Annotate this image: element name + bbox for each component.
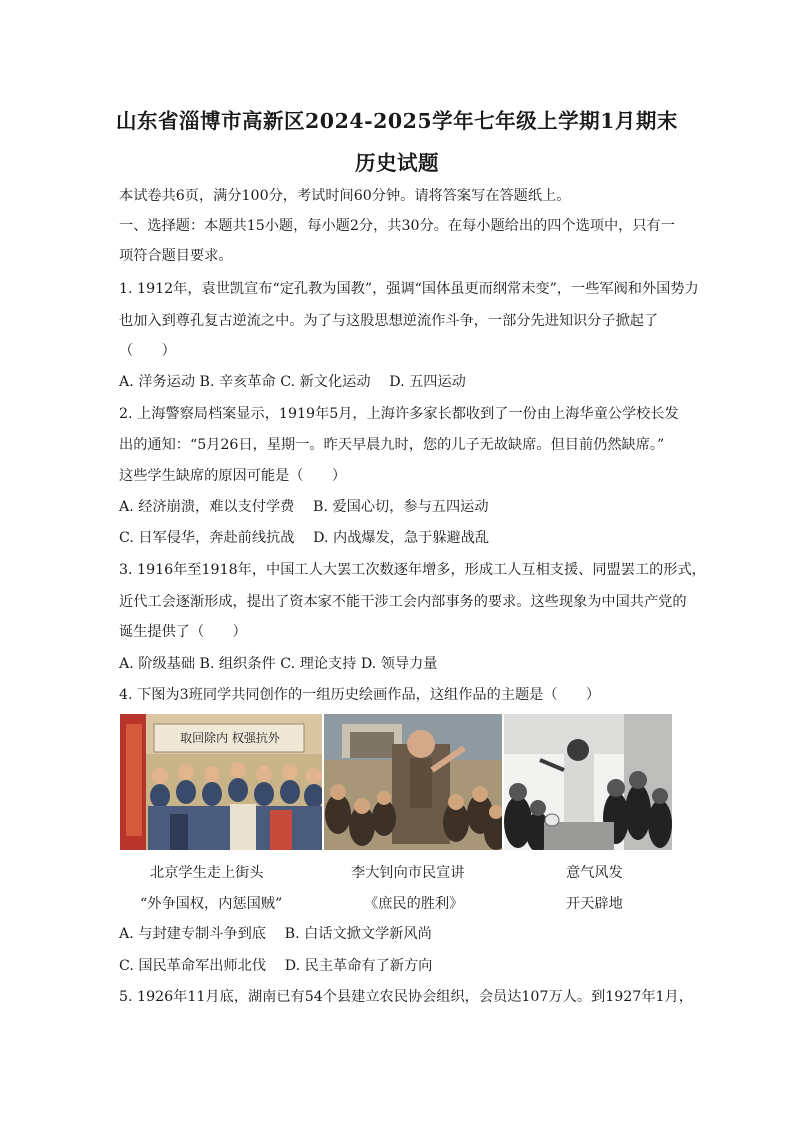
section-heading-line1: 一、选择题：本题共15小题，每小题2分，共30分。在每小题给出的四个选项中，只有一 [119, 218, 675, 234]
q4-stem: 4. 下图为3班同学共同创作的一组历史绘画作品，这组作品的主题是（ ） [119, 687, 601, 703]
q2-options-ab: A. 经济崩溃，难以支付学费 B. 爱国心切，参与五四运动 [119, 499, 489, 515]
exam-title-line1: 山东省淄博市高新区2024-2025学年七年级上学期1月期末 [116, 109, 678, 133]
q4-options-cd: C. 国民革命军出师北伐 D. 民主革命有了新方向 [119, 958, 433, 974]
caption-1-line1: 北京学生走上街头 [150, 865, 264, 881]
q5-stem-line1: 5. 1926年11月底，湖南已有54个县建立农民协会组织，会员达107万人。到1927年1月， [119, 989, 693, 1005]
painting-banner-text: 取回除内 权强抗外 [180, 731, 280, 745]
q3-stem-line2: 近代工会逐渐形成，提出了资本家不能干涉工会内部事务的要求。这些现象为中国共产党的 [119, 594, 687, 610]
painting-student-protest [120, 714, 322, 850]
caption-2-line1: 李大钊向市民宣讲 [351, 865, 465, 881]
painting-li-dazhao-speech [324, 714, 502, 850]
painting-founding-meeting [504, 714, 672, 850]
q1-stem-line2: 也加入到尊孔复古逆流之中。为了与这股思想逆流作斗争，一部分先进知识分子掀起了 [119, 313, 659, 329]
q4-paintings [120, 714, 672, 850]
q2-stem-line2: 出的通知：“5月26日，星期一。昨天早晨九时，您的儿子无故缺席。但目前仍然缺席。” [119, 437, 665, 453]
caption-3-line2: 开天辟地 [566, 896, 623, 912]
q1-options: A. 洋务运动 B. 辛亥革命 C. 新文化运动 D. 五四运动 [119, 374, 466, 390]
q1-stem-line3: （ ） [119, 343, 176, 359]
exam-title-line2: 历史试题 [355, 151, 439, 175]
exam-instructions: 本试卷共6页，满分100分，考试时间60分钟。请将答案写在答题纸上。 [119, 188, 571, 204]
section-heading-line2: 项符合题目要求。 [119, 248, 233, 264]
q2-stem-line3: 这些学生缺席的原因可能是（ ） [119, 468, 347, 484]
q1-stem-line1: 1. 1912年，袁世凯宣布“定孔教为国教”，强调“国体虽更而纲常未变”，一些军阀和外国势力 [119, 281, 699, 297]
q4-options-ab: A. 与封建专制斗争到底 B. 白话文掀文学新风尚 [119, 926, 432, 942]
caption-1-line2: “外争国权，内惩国贼” [140, 896, 283, 912]
caption-3-line1: 意气风发 [566, 865, 623, 881]
caption-2-line2: 《庶民的胜利》 [364, 896, 464, 912]
q3-stem-line1: 3. 1916年至1918年，中国工人大罢工次数逐年增多，形成工人互相支援、同盟罢工的形式， [119, 562, 706, 578]
q2-options-cd: C. 日军侵华，奔赴前线抗战 D. 内战爆发，急于躲避战乱 [119, 530, 490, 546]
q3-stem-line3: 诞生提供了（ ） [119, 624, 247, 640]
q2-stem-line1: 2. 上海警察局档案显示，1919年5月，上海许多家长都收到了一份由上海华童公学校长发 [119, 406, 679, 422]
q3-options: A. 阶级基础 B. 组织条件 C. 理论支持 D. 领导力量 [119, 656, 438, 672]
